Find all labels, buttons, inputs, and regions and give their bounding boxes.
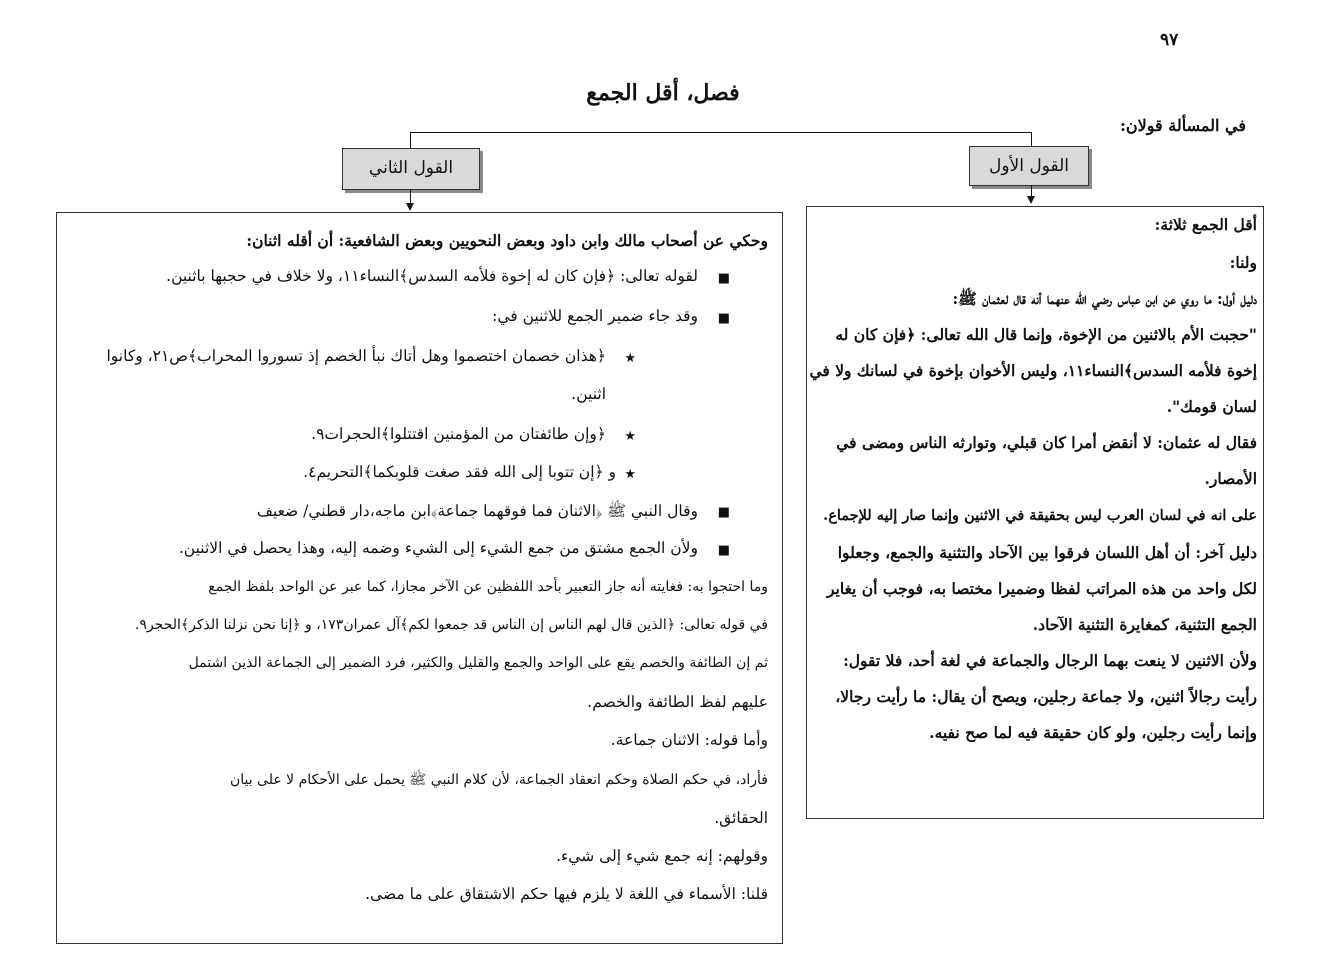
second-line-8: ولأن الجمع مشتق من جمع الشيء إلى الشيء وضمه إليه، وهذا يحصل في الاثنين. xyxy=(178,539,698,557)
first-line-5: لسان قومك". xyxy=(1166,397,1257,416)
star-bullet-icon: ★ xyxy=(624,351,636,366)
first-line-14: وإنما رأيت رجلين، ولو كان حقيقة فيه لما صح نفيه. xyxy=(929,723,1257,742)
first-line-13: رأيت رجالاً اثنين، ولا جماعة رجلين، ويصح أن يقال: ما رأيت رجالا، xyxy=(835,687,1257,706)
second-line-7: وقال النبي ﷺ ﴿الاثنان فما فوقهما جماعة﴾ابن ماجه،دار قطني/ ضعيف xyxy=(256,502,698,520)
star-bullet-icon: ★ xyxy=(624,467,636,482)
intro-text: في المسألة قولان: xyxy=(1120,116,1246,135)
second-line-16: وقولهم: إنه جمع شيء إلى شيء. xyxy=(556,847,768,865)
square-bullet-icon: ■ xyxy=(717,311,730,326)
second-line-10: في قوله تعالى: ﴿الذين قال لهم الناس إن الناس قد جمعوا لكم﴾آل عمران١٧٣، و ﴿إنا نحن نزلنا الذكر﴾الحجر٩. xyxy=(134,617,768,633)
second-opinion-heading: القول الثاني xyxy=(342,148,480,190)
arrow-left-stem xyxy=(410,189,411,203)
first-line-9: دليل آخر: أن أهل اللسان فرقوا بين الآحاد والتثنية والجمع، وجعلوا xyxy=(837,543,1257,562)
first-line-0: أقل الجمع ثلاثة: xyxy=(1154,215,1257,234)
connector-right-up xyxy=(1031,132,1032,146)
arrow-left-head-icon xyxy=(406,203,414,211)
second-line-15: الحقائق. xyxy=(714,809,768,827)
first-line-4: إخوة فلأمه السدس﴾النساء١١، وليس الأخوان بإخوة في لسانك ولا في xyxy=(809,361,1257,380)
first-line-10: لكل واحد من هذه المراتب لفظا وضميرا مختصا به، فوجب أن يغاير xyxy=(826,579,1257,598)
second-opinion-panel xyxy=(56,212,783,944)
second-line-1: لقوله تعالى: ﴿فإن كان له إخوة فلأمه السدس﴾النساء١١، ولا خلاف في حجبها باثنين. xyxy=(166,267,698,285)
first-line-2: دليل أول: ما روي عن ابن عباس رضي الله عنهما أنه قال لعثمان ﷺ: xyxy=(952,289,1257,308)
second-line-5: ﴿وإن طائفتان من المؤمنين اقتتلوا﴾الحجرات٩. xyxy=(311,425,606,443)
second-line-3: ﴿هذان خصمان اختصموا وهل أتاك نبأ الخصم إذ تسوروا المحراب﴾ص٢١، وكانوا xyxy=(106,347,606,365)
connector-top xyxy=(410,132,1032,133)
first-line-11: الجمع التثنية، كمغايرة التثنية الآحاد. xyxy=(1032,615,1257,634)
star-bullet-icon: ★ xyxy=(624,429,636,444)
first-line-6: فقال له عثمان: لا أنقض أمرا كان قبلي، وتوارثه الناس ومضى في xyxy=(836,433,1257,452)
second-line-11: ثم إن الطائفة والخصم يقع على الواحد والجمع والقليل والكثير، فرد الضمير إلى الجماعة الذين اشتمل xyxy=(188,655,768,671)
second-line-0: وحكي عن أصحاب مالك وابن داود وبعض النحويين وبعض الشافعية: أن أقله اثنان: xyxy=(246,231,768,250)
first-line-12: ولأن الاثنين لا ينعت بهما الرجال والجماعة في لغة أحد، فلا تقول: xyxy=(843,651,1257,670)
first-opinion-panel xyxy=(806,206,1264,819)
first-line-8: على انه في لسان العرب ليس بحقيقة في الاثنين وإنما صار إليه للإجماع. xyxy=(823,507,1257,524)
page-number: ٩٧ xyxy=(1160,30,1179,50)
second-line-17: قلنا: الأسماء في اللغة لا يلزم فيها حكم الاشتقاق على ما مضى. xyxy=(365,885,768,903)
square-bullet-icon: ■ xyxy=(717,505,730,520)
first-line-1: ولنا: xyxy=(1229,253,1257,272)
second-line-13: وأما قوله: الاثنان جماعة. xyxy=(610,731,768,749)
square-bullet-icon: ■ xyxy=(717,543,730,558)
first-line-7: الأمصار. xyxy=(1204,469,1257,488)
second-line-4: اثنين. xyxy=(571,385,606,403)
second-line-12: عليهم لفظ الطائفة والخصم. xyxy=(587,693,768,711)
connector-left-up xyxy=(410,132,411,148)
first-line-3: "حجبت الأم بالاثنين من الإخوة، وإنما قال الله تعالى: ﴿فإن كان له xyxy=(835,325,1257,344)
second-line-14: فأراد، في حكم الصلاة وحكم انعقاد الجماعة، لأن كلام النبي ﷺ يحمل على الأحكام لا على بيان xyxy=(229,772,768,788)
page-title: فصل، أقل الجمع xyxy=(586,80,740,106)
square-bullet-icon: ■ xyxy=(717,271,730,286)
arrow-right-head-icon xyxy=(1027,196,1035,204)
second-line-2: وقد جاء ضمير الجمع للاثنين في: xyxy=(492,307,698,325)
second-line-9: وما احتجوا به: فغايته أنه جاز التعبير بأحد اللفظين عن الآخر مجازا، كما عبر عن الواحد بلفظ الجمع xyxy=(208,579,768,595)
first-opinion-heading: القول الأول xyxy=(969,146,1089,186)
second-line-6: و ﴿إن تتوبا إلى الله فقد صغت قلوبكما﴾التحريم٤. xyxy=(303,463,616,481)
